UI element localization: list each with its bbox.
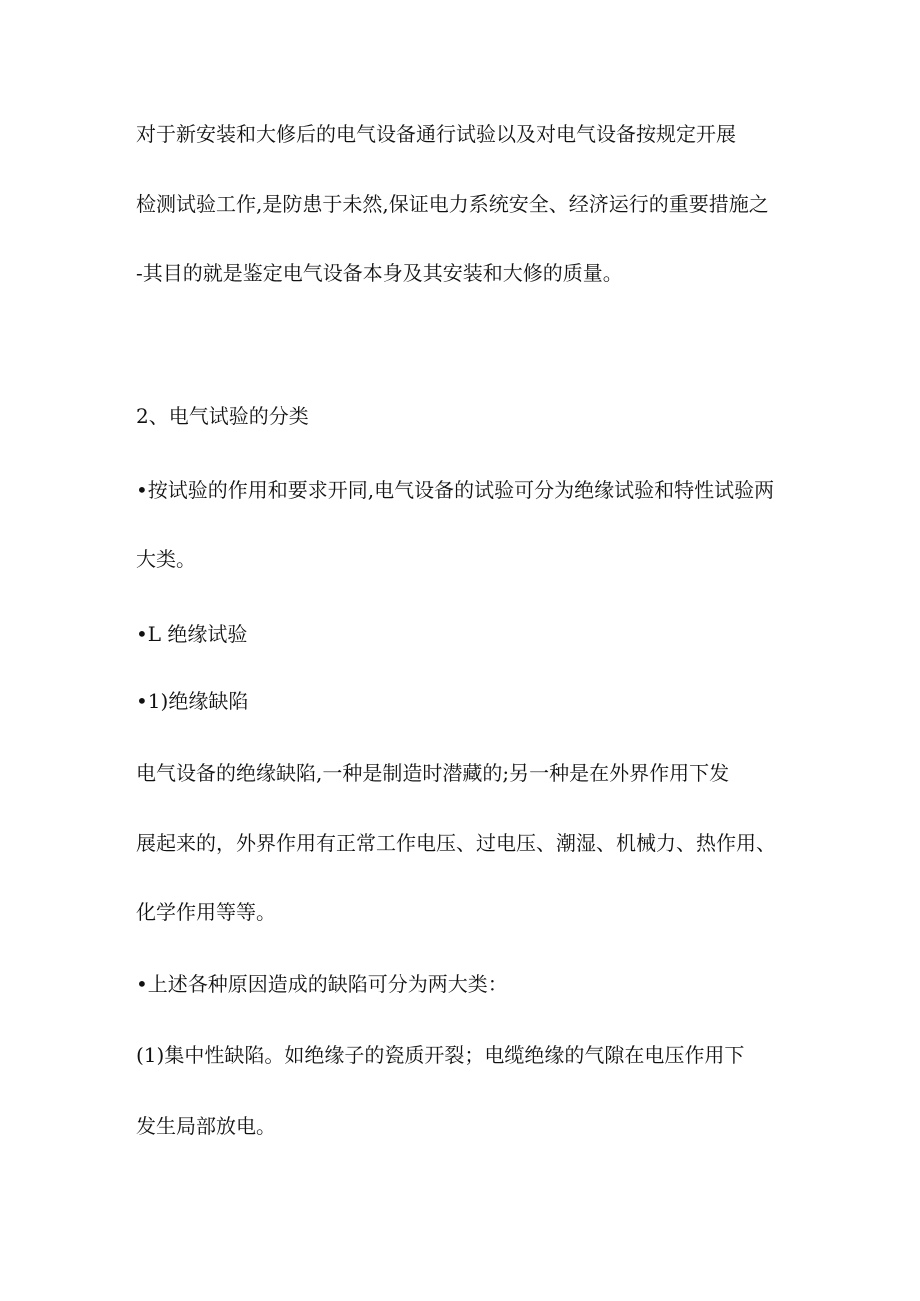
- list-item-subheading: •1)绝缘缺陷: [136, 689, 249, 713]
- list-item-heading: •L 绝缘试验: [136, 622, 248, 646]
- paragraph-line: 电气设备的绝缘缺陷,一种是制造时潜藏的;另一种是在外界作用下发: [136, 761, 730, 785]
- paragraph-line: 检测试验工作,是防患于未然,保证电力系统安全、经济运行的重要措施之: [136, 192, 769, 216]
- paragraph-line: (1)集中性缺陷。如绝缘子的瓷质开裂；电缆绝缘的气隙在电压作用下: [136, 1043, 745, 1067]
- paragraph-line: 对于新安装和大修后的电气设备通行试验以及对电气设备按规定开展: [136, 122, 736, 146]
- paragraph-line: •上述各种原因造成的缺陷可分为两大类：: [136, 972, 508, 996]
- section-heading: 2、电气试验的分类: [136, 404, 309, 428]
- paragraph-line: -其目的就是鉴定电气设备本身及其安装和大修的质量。: [136, 261, 623, 285]
- paragraph-line: 大类。: [136, 547, 196, 571]
- paragraph-line: 发生局部放电。: [136, 1114, 276, 1138]
- paragraph-line: 化学作用等等。: [136, 900, 276, 924]
- paragraph-line: •按试验的作用和要求开同,电气设备的试验可分为绝缘试验和特性试验两: [136, 478, 775, 502]
- paragraph-line: 展起来的，外界作用有正常工作电压、过电压、潮湿、机械力、热作用、: [136, 831, 776, 855]
